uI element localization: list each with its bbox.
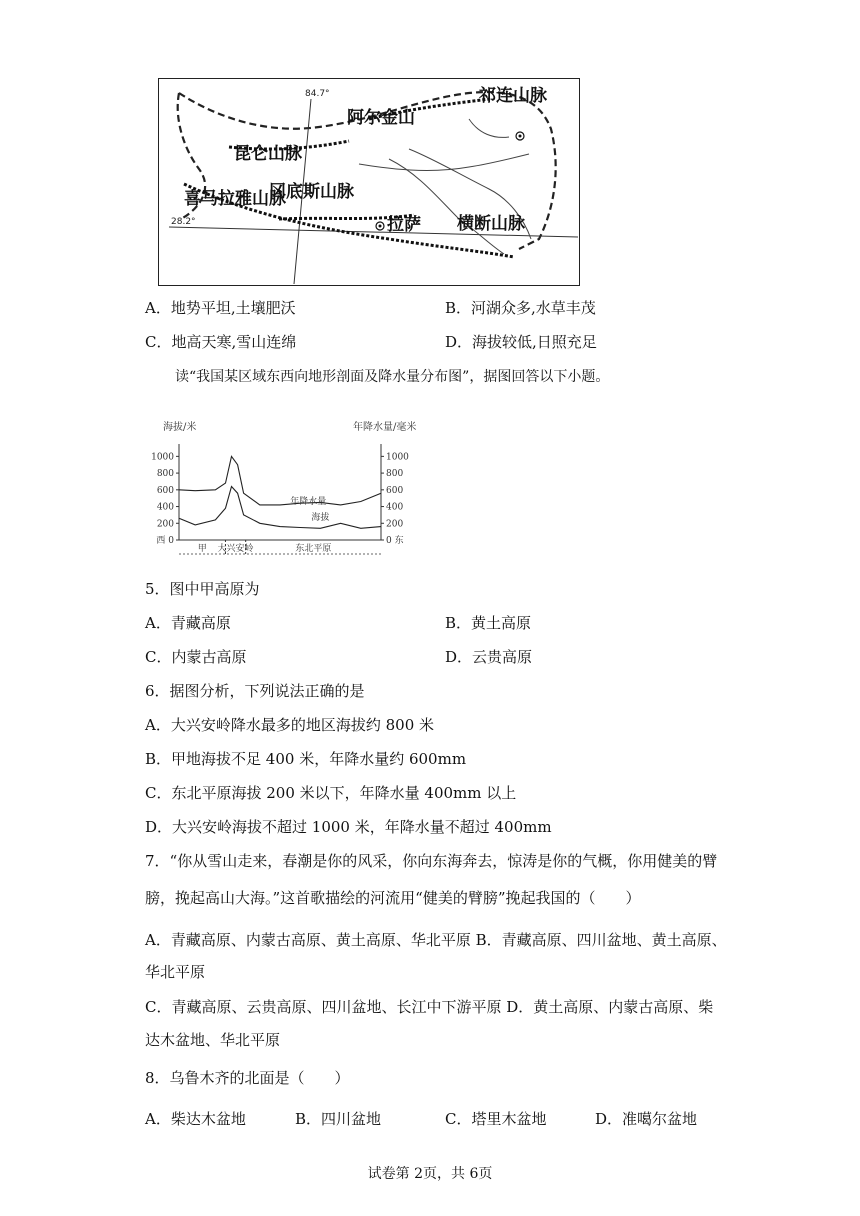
- tick-label-left: 600: [156, 485, 174, 496]
- q4-option-d: D．海拔较低,日照充足: [445, 333, 597, 351]
- q8-stem: 8．乌鲁木齐的北面是（ ）: [145, 1069, 350, 1087]
- q6-stem: 6．据图分析，下列说法正确的是: [145, 682, 365, 700]
- q8-option-d: D．准噶尔盆地: [595, 1110, 698, 1128]
- meridian-label: 84.7°: [305, 89, 330, 99]
- q4-option-c: C．地高天寒,雪山连绵: [145, 333, 297, 351]
- q6-option-c: C．东北平原海拔 200 米以下，年降水量 400mm 以上: [145, 784, 517, 802]
- q7-line6: 达木盆地、华北平原: [145, 1031, 281, 1049]
- q5-option-a: A．青藏高原: [145, 614, 231, 632]
- q5-stem: 5．图中甲高原为: [145, 580, 260, 598]
- tick-label-right: 200: [386, 519, 404, 530]
- chart-ylabel-right: 年降水量/毫米: [353, 422, 417, 433]
- region-label: 东北平原: [295, 544, 332, 554]
- q5-option-d: D．云贵高原: [445, 648, 533, 666]
- q7-line4: 华北平原: [145, 963, 206, 981]
- q8-option-b: B．四川盆地: [295, 1110, 382, 1128]
- q4-option-a: A．地势平坦,土壤肥沃: [145, 299, 296, 317]
- tick-label-left: 西 0: [156, 536, 174, 546]
- page-footer: 试卷第 2页，共 6页: [367, 1166, 493, 1182]
- tick-label-left: 1000: [151, 452, 174, 463]
- region-label: 大兴安岭: [217, 544, 254, 554]
- q6-option-a: A．大兴安岭降水最多的地区海拔约 800 米: [145, 716, 435, 734]
- q7-line1: 7．“你从雪山走来，春潮是你的风采，你向东海奔去，惊涛是你的气概，你用健美的臂: [145, 852, 718, 870]
- tick-label-right: 0 东: [386, 536, 404, 546]
- chart-ylabel-left: 海拔/米: [163, 422, 197, 433]
- label-qilian: 祁连山脉: [479, 86, 547, 106]
- profile-chart: [145, 412, 415, 562]
- series-label: 年降水量: [290, 497, 327, 507]
- q7-line2: 膀，挽起高山大海。”这首歌描绘的河流用“健美的臂膀”挽起我国的（ ）: [145, 889, 641, 907]
- q5-option-b: B．黄土高原: [445, 614, 532, 632]
- q6-option-d: D．大兴安岭海拔不超过 1000 米，年降水量不超过 400mm: [145, 818, 552, 836]
- series-label: 海拔: [311, 513, 330, 523]
- tick-label-right: 1000: [386, 452, 409, 463]
- q7-line5: C．青藏高原、云贵高原、四川盆地、长江中下游平原 D．黄土高原、内蒙古高原、柴: [145, 998, 714, 1016]
- q8-option-a: A．柴达木盆地: [145, 1110, 246, 1128]
- label-himalaya: 喜马拉雅山脉: [184, 189, 286, 209]
- series-line-0: [179, 456, 381, 505]
- q8-option-c: C．塔里木盆地: [445, 1110, 547, 1128]
- tick-label-right: 800: [386, 469, 404, 480]
- label-lasa: 拉萨: [387, 215, 421, 235]
- label-kunlun: 昆仑山脉: [234, 144, 302, 164]
- q5-option-c: C．内蒙古高原: [145, 648, 247, 666]
- tick-label-right: 600: [386, 485, 404, 496]
- latitude-label: 28.2°: [171, 217, 196, 227]
- region-label: 甲: [197, 544, 207, 554]
- label-hengduan: 横断山脉: [457, 214, 525, 234]
- tick-label-left: 200: [156, 519, 174, 530]
- q7-line3: A．青藏高原、内蒙古高原、黄土高原、华北平原 B．青藏高原、四川盆地、黄土高原、: [145, 931, 727, 949]
- q4-option-b: B．河湖众多,水草丰茂: [445, 299, 596, 317]
- tick-label-left: 400: [156, 502, 174, 513]
- tick-label-left: 800: [156, 469, 174, 480]
- q6-option-b: B．甲地海拔不足 400 米，年降水量约 600mm: [145, 750, 467, 768]
- label-gangdisi: 冈底斯山脉: [269, 182, 354, 202]
- intro-text: 读“我国某区域东西向地形剖面及降水量分布图”，据图回答以下小题。: [175, 369, 610, 385]
- tibet-plateau-map: [158, 78, 580, 286]
- tick-label-right: 400: [386, 502, 404, 513]
- label-aerjin: 阿尔金山: [347, 108, 415, 128]
- series-line-1: [179, 487, 381, 529]
- chart-plot: [145, 412, 415, 562]
